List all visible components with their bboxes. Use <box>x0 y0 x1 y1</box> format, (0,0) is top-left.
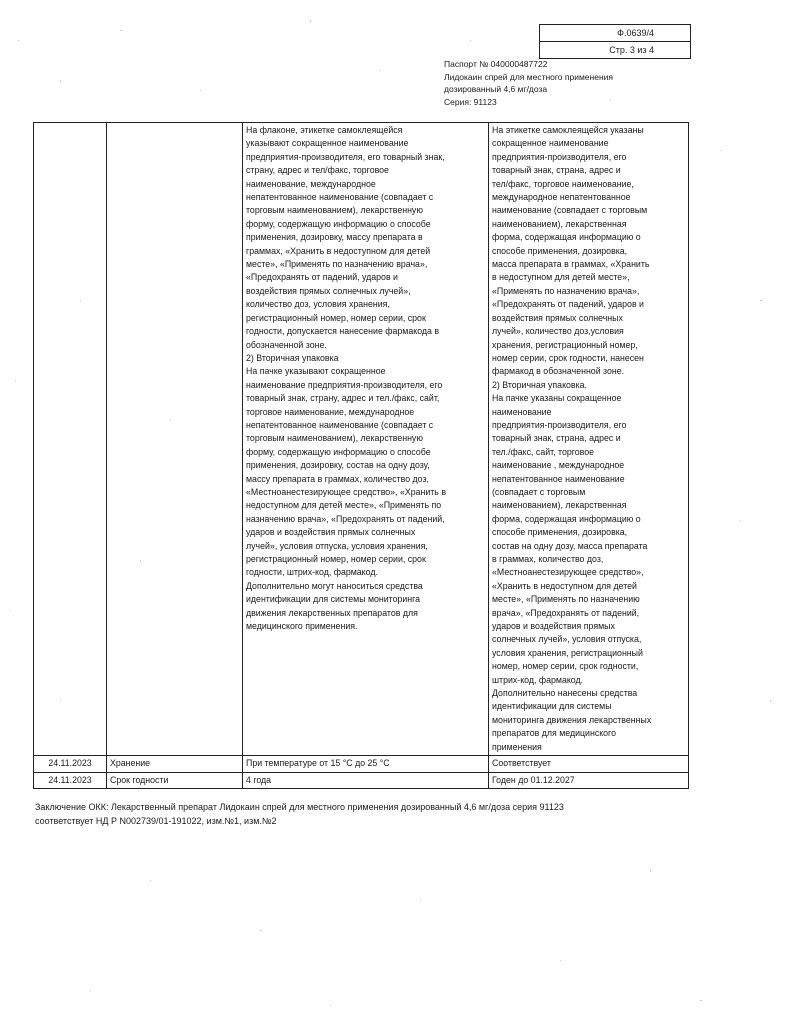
indicator-cell: Хранение <box>107 756 243 772</box>
passport-dosage: дозированный 4,6 мг/доза <box>444 84 548 94</box>
indicator-cell: Срок годности <box>107 772 243 788</box>
form-code: Ф.0639/4 <box>617 28 654 38</box>
labeling-result-text: На этикетке самоклеящейся указаны сокращенное наименование предприятия-производителя, его товарный знак, страна, адрес и тел/факс, торговое наименование, международное непатентованное наименование (совпадает с торговым наименованием), лекарственная форма, содержащая информацию о способе применения, дозировка, масса препарата в граммах, «Хранить в недоступном для детей месте», «Применять по назначению врача», «Предохранять от падений, ударов и воздействия прямых солнечных лучей», количество доз,условия хранения, регистрационный номер, номер серии, срок годности, нанесен фармакод в обозначенной зоне. 2) Вторичная упаковка. На пачке указаны сокращенное наименование предприятия-производителя, его товарный знак, страна, адрес и тел./факс, сайт, торговое наименование , международное непатентованное наименование (совпадает с торговым наименованием), лекарственная форма, содержащая информацию о способе применения, дозировка, состав на одну дозу, масса препарата в граммах, количество доз, «Местноанестезирующее средство», «Хранить в недоступном для детей месте», «Применять по назначению врача», «Предохранять от падений, ударов и воздействия прямых солнечных лучей», условия отпуска, условия хранения, регистрационный номер, номер серии, срок годности, штрих-код, фармакод. Дополнительно нанесены средства идентификации для системы мониторинга движения лекарственных препаратов для медицинского применения <box>492 125 652 752</box>
table-row <box>34 772 689 788</box>
form-code-box <box>539 24 691 59</box>
conclusion-line-2: соответствует НД Р N002739/01-191022, изм.№1, изм.№2 <box>35 816 277 826</box>
result-cell: Соответствует <box>489 756 689 772</box>
date-cell: 24.11.2023 <box>34 756 107 772</box>
passport-header <box>444 58 613 108</box>
table-row <box>34 123 689 756</box>
indicator-cell <box>107 123 243 756</box>
requirement-cell <box>243 123 489 756</box>
date-cell: 24.11.2023 <box>34 772 107 788</box>
result-cell <box>489 123 689 756</box>
quality-table <box>33 122 689 789</box>
requirement-cell: 4 года <box>243 772 489 788</box>
passport-number: Паспорт № 040000487722 <box>444 59 548 69</box>
date-cell <box>34 123 107 756</box>
table-row <box>34 756 689 772</box>
conclusion-line-1: Заключение ОКК: Лекарственный препарат Лидокаин спрей для местного применения дозированный 4,6 мг/доза серия 91123 <box>35 802 564 812</box>
conclusion <box>35 800 564 828</box>
page-number: Стр. 3 из 4 <box>540 41 690 58</box>
passport-series: Серия: 91123 <box>444 96 497 107</box>
result-cell: Годен до 01.12.2027 <box>489 772 689 788</box>
labeling-requirement-text: На флаконе, этикетке самоклеящейся указывают сокращенное наименование предприятия-производителя, его товарный знак, страну, адрес и тел/факс, торговое наименование, международное непатентованное наименование (совпадает с торговым наименованием), лекарственную форму, содержащую информацию о способе применения, дозировку, массу препарата в граммах, «Хранить в недоступном для детей месте», «Применять по назначению врача», «Предохранять от падений, ударов и воздействия прямых солнечных лучей», количество доз, условия хранения, регистрационный номер, номер серии, срок годности, допускается нанесение фармакода в обозначенной зоне. 2) Вторичная упаковка На пачке указывают сокращенное наименование предприятия-производителя, его товарный знак, страну, адрес и тел./факс, сайт, торговое наименование, международное непатентованное наименование (совпадает с торговым наименованием), лекарственную форму, содержащую информацию о способе применения, дозировку, состав на одну дозу, массу препарата в граммах, количество доз, «Местноанестезирующее средство», «Хранить в недоступном для детей месте», «Применять по назначению врача», «Предохранять от падений, ударов и воздействия прямых солнечных лучей», условия отпуска, условия хранения, регистрационный номер, номер серии, срок годности, штрих-код, фармакод. Дополнительно могут наноситься средства идентификации для системы мониторинга движения лекарственных препаратов для медицинского применения. <box>246 125 447 632</box>
passport-product: Лидокаин спрей для местного применения <box>444 71 614 82</box>
requirement-cell: При температуре от 15 °С до 25 °С <box>243 756 489 772</box>
